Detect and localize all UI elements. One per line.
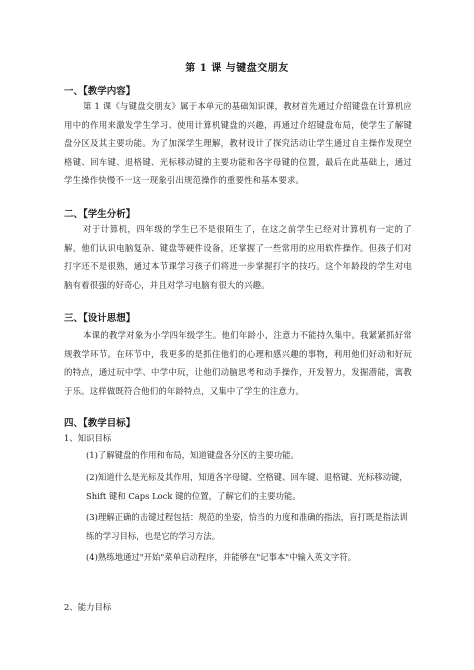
goal-item-4: (4)熟练地通过"开始"菜单启动程序，并能够在"记事本"中输入英文字符。 <box>86 552 357 562</box>
section-heading-design-idea: 三、【设计思想】 <box>64 313 136 324</box>
paragraph-design-idea: 本课的教学对象为小学四年级学生。他们年龄小，注意力不能持久集中。我紧紧抓好常规教学环节。在环节中，我更多的是抓住他们的心理和感兴趣的事物，利用他们好动和好玩的特点，通过玩中学、中学中玩，让他们动脑思考和动手操作，开发智力，发掘潜能，寓教于乐。这样做既符合他们的年龄特点，又集中了学生的注意力。 <box>64 330 412 396</box>
section-heading-student-analysis: 二、【学生分析】 <box>64 209 136 220</box>
document-title: 第 1 课 与键盘交朋友 <box>185 63 289 74</box>
section-heading-teaching-content: 一、【教学内容】 <box>64 86 136 97</box>
goal-item-1: (1)了解键盘的作用和布局，知道键盘各分区的主要功能。 <box>86 450 299 460</box>
section-heading-teaching-goals: 四、【教学目标】 <box>64 418 136 429</box>
paragraph-teaching-content: 第 1 课《与键盘交朋友》属于本单元的基础知识课，教材首先通过介绍键盘在计算机应用中的作用来激发学生学习、使用计算机键盘的兴趣，再通过介绍键盘布局，使学生了解键盘分区及其主要功能。为了加深学生理解，教材设计了探究活动让学生通过自主操作发现空格键、回车键、退格键、光标移动键的主要功能和各字母键的位置，最后在此基础上，通过学生操作快慢不一这一现象引出规范操作的重要性和基本要求。 <box>64 101 412 185</box>
subheading-knowledge-goals: 1、知识目标 <box>64 433 112 443</box>
goal-item-2: (2)知道什么是光标及其作用，知道各字母键、空格键、回车键、退格键、光标移动键，Shift 键和 Caps Lock 键的位置，了解它们的主要功能。 <box>86 472 408 501</box>
paragraph-student-analysis: 对于计算机，四年级的学生已不是很陌生了，在这之前学生已经对计算机有一定的了解，他们认识电脑复杂、键盘等硬件设备，还掌握了一些常用的应用软件操作。但孩子们对打字还不是很熟，通过本节课学习孩子们将进一步掌握打字的技巧。这个年龄段的学生对电脑有着很强的好奇心，并且对学习电脑有很大的兴趣。 <box>64 224 412 290</box>
goal-item-3: (3)理解正确的击键过程包括：规范的坐姿，恰当的力度和准确的指法，盲打既是指法训练的学习目标，也是它的学习方法。 <box>86 512 408 541</box>
subheading-ability-goals: 2、能力目标 <box>64 602 112 612</box>
